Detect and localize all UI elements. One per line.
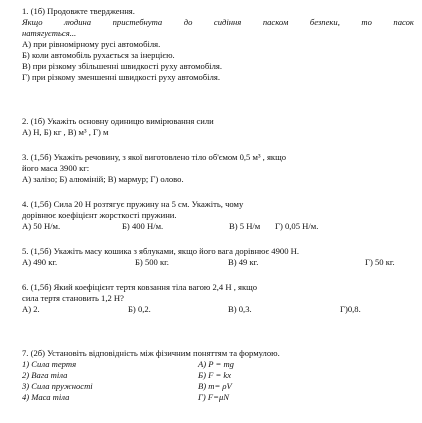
question-7-pair-4	[22, 392, 414, 403]
question-1-option-d: Г) при різкому зменшенні швидкості руху автомобіля.	[22, 72, 220, 82]
formula-a: А) P = mg	[198, 359, 234, 369]
lead-word: пристебнута	[112, 17, 163, 27]
option-a: А) 2.	[22, 304, 40, 314]
question-5	[22, 246, 414, 268]
option-b: Б) 500 кг.	[135, 257, 169, 267]
option-a: А) 490 кг.	[22, 257, 58, 267]
question-2	[22, 116, 414, 138]
question-3-options: А) залізо; Б) алюміній; В) мармур; Г) олово.	[22, 174, 184, 184]
question-7-pair-3	[22, 381, 414, 392]
question-7-pair-1	[22, 359, 414, 370]
lead-word: людина	[64, 17, 92, 27]
concept-2: 2) Вага тіла	[22, 370, 68, 380]
question-6	[22, 282, 414, 315]
question-4-options	[22, 221, 414, 232]
question-1-title: 1. (1б) Продовжте твердження.	[22, 6, 135, 16]
question-5-options	[22, 257, 414, 268]
lead-word: сидіння	[213, 17, 242, 27]
question-3-line-2: його маса 3900 кг:	[22, 163, 90, 173]
concept-3: 3) Сила пружності	[22, 381, 93, 391]
lead-word: пасок	[393, 17, 414, 27]
formula-c: В) m= ρV	[198, 381, 232, 391]
question-3	[22, 152, 414, 185]
question-1-option-b: Б) коли автомобіль рухається за інерцією.	[22, 50, 175, 60]
formula-d: Г) F=μN	[198, 392, 229, 402]
question-1-lead-line	[22, 17, 414, 28]
question-3-line-1: 3. (1,5б) Укажіть речовину, з якої виготовлено тіло об'ємом 0,5 м³ , якщо	[22, 152, 287, 162]
option-c: В) 49 кг.	[228, 257, 259, 267]
question-6-line-2: сила тертя становить 1,2 Н?	[22, 293, 124, 303]
option-d: Г) 0,05 Н/м.	[275, 221, 319, 231]
formula-b: Б) F = kx	[198, 370, 232, 380]
option-b: Б) 400 Н/м.	[122, 221, 164, 231]
lead-word: безпеки,	[309, 17, 340, 27]
question-1-option-c: В) при різкому збільшенні швидкості руху автомобіля.	[22, 61, 222, 71]
option-b: Б) 0,2.	[128, 304, 151, 314]
question-4-line-1: 4. (1,5б) Сила 20 Н розтягує пружину на 5 см. Укажіть, чому	[22, 199, 244, 209]
question-1	[22, 6, 414, 83]
lead-word: паском	[262, 17, 289, 27]
question-7	[22, 348, 414, 403]
lead-word: то	[361, 17, 372, 27]
concept-1: 1) Сила тертя	[22, 359, 77, 369]
option-c: В) 0,3.	[228, 304, 252, 314]
question-2-title: 2. (1б) Укажіть основну одиницю вимірювання сили	[22, 116, 214, 126]
option-a: А) 50 Н/м.	[22, 221, 61, 231]
question-2-options: А) Н, Б) кг , В) м³ , Г) м	[22, 127, 109, 137]
option-c: В) 5 Н/м	[229, 221, 261, 231]
question-7-title: 7. (2б) Установіть відповідність між фізичним поняттям та формулою.	[22, 348, 280, 358]
option-d: Г) 50 кг.	[365, 257, 395, 267]
question-5-title: 5. (1,5б) Укажіть масу кошика з яблуками, якщо його вага дорівнює 4900 Н.	[22, 246, 299, 256]
option-d: Г)0,8.	[340, 304, 361, 314]
question-1-lead-line-2: натягується...	[22, 28, 77, 38]
question-1-option-a: А) при рівномірному русі автомобіля.	[22, 39, 161, 49]
question-4-line-2: дорівнює коефіцієнт жорсткості пружини.	[22, 210, 177, 220]
concept-4: 4) Маса тіла	[22, 392, 70, 402]
question-6-line-1: 6. (1,5б) Який коефіцієнт тертя ковзання тіла вагою 2,4 Н , якщо	[22, 282, 258, 292]
lead-word: Якщо	[22, 17, 43, 27]
question-7-pair-2	[22, 370, 414, 381]
question-6-options	[22, 304, 414, 315]
question-4	[22, 199, 414, 232]
lead-word: до	[183, 17, 193, 27]
